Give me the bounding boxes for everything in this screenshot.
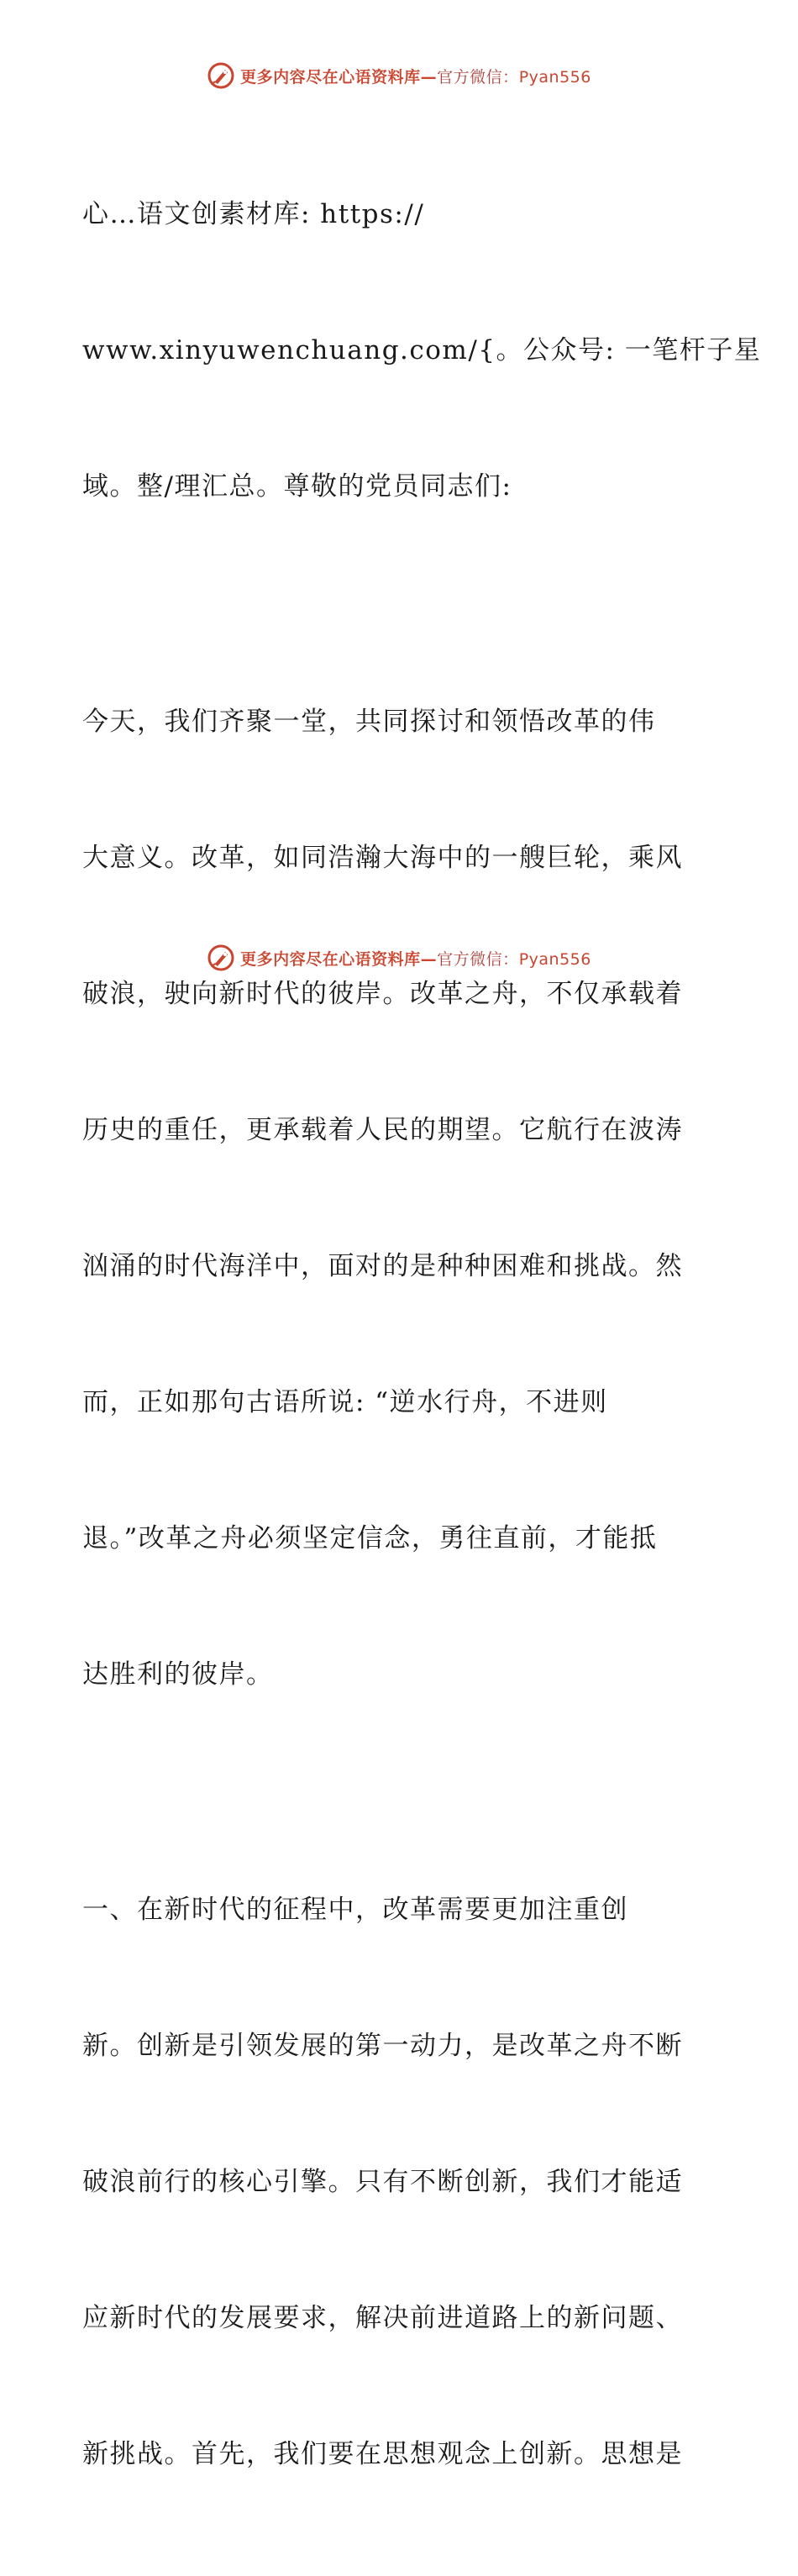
paragraph-section-one bbox=[82, 1796, 714, 2568]
text-line: 破浪，驶向新时代的彼岸。改革之舟，不仅承载着 bbox=[82, 979, 683, 1009]
banner-wechat-label: 官方微信： bbox=[437, 67, 519, 87]
text-line: 破浪前行的核心引擎。只有不断创新，我们才能适 bbox=[82, 2167, 683, 2197]
banner-separator: — bbox=[420, 949, 438, 969]
banner-separator: — bbox=[420, 67, 438, 87]
banner-wechat-id: Pyan556 bbox=[518, 67, 591, 87]
banner-message bbox=[240, 947, 591, 970]
text-line: 一、在新时代的征程中，改革需要更加注重创 bbox=[82, 1895, 628, 1925]
text-line: 心…语文创素材库: https:// bbox=[82, 199, 425, 229]
text-line: 而，正如那句古语所说: “逆水行舟，不进则 bbox=[82, 1387, 608, 1417]
text-line: 汹涌的时代海洋中，面对的是种种困难和挑战。然 bbox=[82, 1251, 683, 1281]
text-line: 域。整/理汇总。尊敬的党员同志们: bbox=[82, 471, 512, 502]
document-body bbox=[82, 101, 762, 2576]
pen-nib-logo-icon bbox=[207, 944, 235, 972]
banner-message bbox=[240, 65, 591, 87]
pen-nib-logo-icon bbox=[207, 61, 235, 90]
text-line: www.xinyuwenchuang.com/{。公众号: 一笔杆子星 bbox=[82, 335, 762, 365]
text-line: 应新时代的发展要求，解决前进道路上的新问题、 bbox=[82, 2303, 683, 2333]
banner-wechat-label: 官方微信： bbox=[437, 949, 519, 969]
text-line: 新。创新是引领发展的第一动力，是改革之舟不断 bbox=[82, 2031, 683, 2061]
banner-main-text: 更多内容尽在心语资料库 bbox=[240, 67, 421, 87]
banner-wechat-id: Pyan556 bbox=[518, 949, 591, 969]
text-line: 达胜利的彼岸。 bbox=[82, 1659, 274, 1690]
footer-banner bbox=[0, 941, 798, 975]
paragraph-opening bbox=[82, 608, 714, 1788]
text-line: 历史的重任，更承载着人民的期望。它航行在波涛 bbox=[82, 1115, 683, 1145]
text-line: 退。”改革之舟必须坚定信念，勇往直前，才能抵 bbox=[82, 1523, 658, 1553]
text-line: 大意义。改革，如同浩瀚大海中的一艘巨轮，乘风 bbox=[82, 843, 683, 873]
header-banner bbox=[0, 59, 798, 92]
paragraph-intro bbox=[82, 101, 762, 600]
text-line: 今天，我们齐聚一堂，共同探讨和领悟改革的伟 bbox=[82, 707, 656, 737]
text-line: 新挑战。首先，我们要在思想观念上创新。思想是 bbox=[82, 2439, 683, 2469]
banner-main-text: 更多内容尽在心语资料库 bbox=[240, 949, 421, 969]
